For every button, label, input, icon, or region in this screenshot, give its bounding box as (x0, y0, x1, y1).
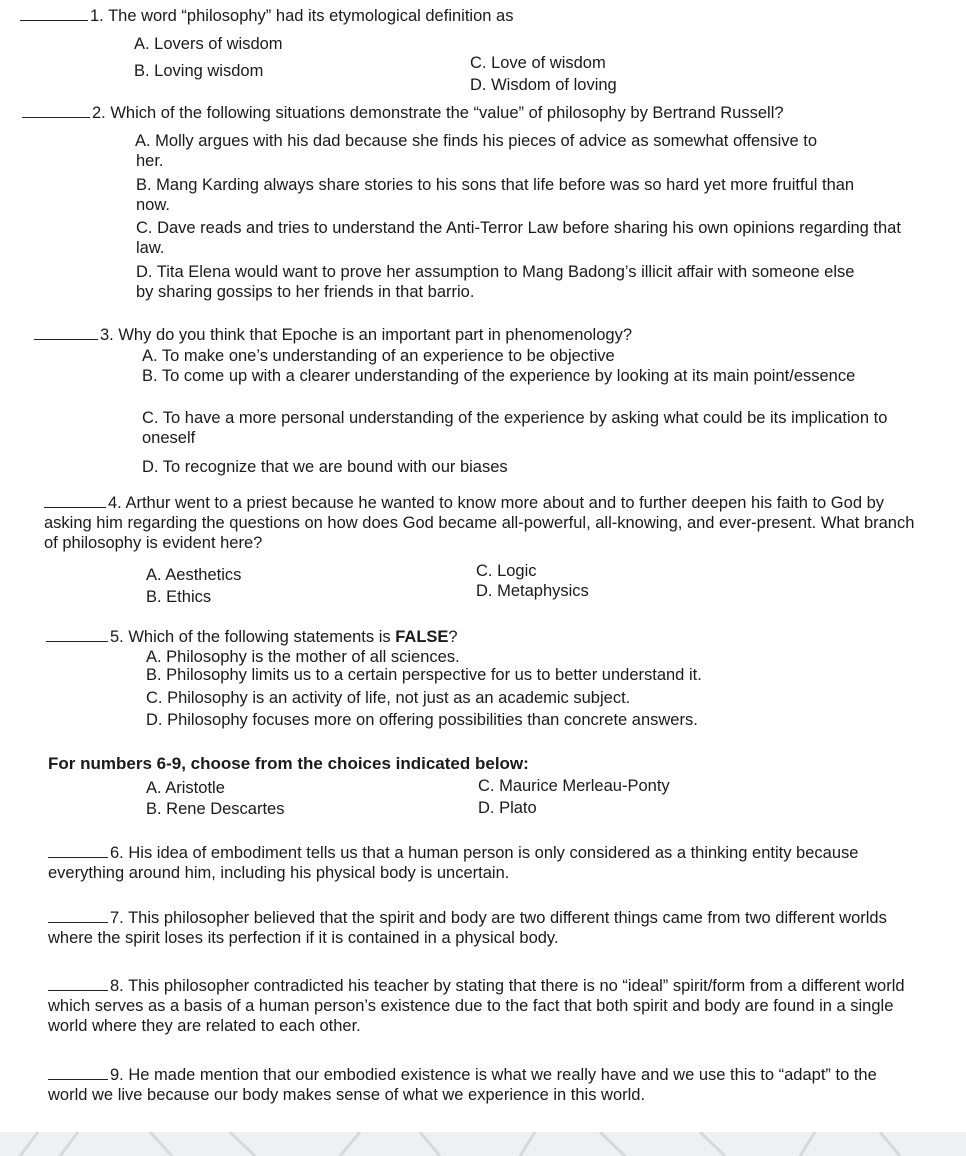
decorative-lines (0, 1132, 966, 1156)
option-1b: B. Loving wisdom (134, 62, 264, 80)
question-number: 5. (110, 628, 124, 646)
answer-blank-2[interactable] (22, 105, 90, 118)
option-3b: B. To come up with a clearer understanding of the experience by looking at its main point/essence (142, 367, 856, 385)
answer-blank-4[interactable] (44, 495, 106, 508)
question-stem: This philosopher contradicted his teacher by stating that there is no “ideal” spirit/form from a different world which serves as a basis of a human person’s existence due to the fact that both spirit and body are found in a single world where they are related to each other. (48, 977, 905, 1035)
question-stem: Why do you think that Epoche is an important part in phenomenology? (118, 326, 633, 344)
option-4d: D. Metaphysics (476, 582, 589, 600)
option-5a: A. Philosophy is the mother of all sciences. (146, 648, 460, 666)
question-number: 1. (90, 7, 104, 25)
question-7 (48, 908, 908, 948)
question-2 (22, 103, 922, 123)
option-5c: C. Philosophy is an activity of life, not just as an academic subject. (146, 689, 631, 707)
question-number: 3. (100, 326, 114, 344)
option-2c: C. Dave reads and tries to understand the Anti-Terror Law before sharing his own opinions regarding that law. (136, 219, 901, 257)
question-6 (48, 843, 908, 883)
question-9 (48, 1065, 908, 1105)
question-8 (48, 976, 918, 1036)
choice-d: D. Plato (478, 799, 537, 817)
question-number: 4. (108, 494, 122, 512)
answer-blank-8[interactable] (48, 978, 108, 991)
question-number: 7. (110, 909, 124, 927)
answer-blank-9[interactable] (48, 1067, 108, 1080)
question-stem-end: ? (448, 628, 458, 646)
option-3d: D. To recognize that we are bound with our biases (142, 458, 508, 476)
question-stem: Arthur went to a priest because he wanted to know more about and to further deepen his faith to God by asking him regarding the questions on how does God became all-powerful, all-knowing, and ever-present. What branch of philosophy is evident here? (44, 494, 915, 552)
option-5b: B. Philosophy limits us to a certain perspective for us to better understand it. (146, 666, 702, 684)
background-strip (0, 1132, 966, 1156)
question-3 (34, 325, 754, 345)
question-1 (20, 6, 640, 26)
question-stem: Which of the following situations demonstrate the “value” of philosophy by Bertrand Russell? (110, 104, 784, 122)
question-stem: He made mention that our embodied existence is what we really have and we use this to “adapt” to the world we live because our body makes sense of what we experience in this world. (48, 1066, 877, 1104)
answer-blank-5[interactable] (46, 629, 108, 642)
option-1c: C. Love of wisdom (470, 54, 606, 72)
question-stem: This philosopher believed that the spirit and body are two different things came from two different worlds where the spirit loses its perfection if it is contained in a physical body. (48, 909, 887, 947)
option-5d: D. Philosophy focuses more on offering possibilities than concrete answers. (146, 711, 698, 729)
option-2d: D. Tita Elena would want to prove her assumption to Mang Badong’s illicit affair with someone else by sharing gossips to her friends in that barrio. (136, 263, 855, 301)
question-number: 8. (110, 977, 124, 995)
option-1d: D. Wisdom of loving (470, 76, 617, 94)
question-stem: Which of the following statements is (128, 628, 396, 646)
question-number: 2. (92, 104, 106, 122)
question-4 (44, 493, 924, 553)
answer-blank-3[interactable] (34, 327, 98, 340)
question-number: 6. (110, 844, 124, 862)
choice-c: C. Maurice Merleau-Ponty (478, 777, 670, 795)
question-stem: His idea of embodiment tells us that a human person is only considered as a thinking entity because everything around him, including his physical body is uncertain. (48, 844, 859, 882)
option-3c: C. To have a more personal understanding of the experience by asking what could be its implication to oneself (142, 409, 888, 447)
option-4b: B. Ethics (146, 588, 212, 606)
option-2b: B. Mang Karding always share stories to his sons that life before was so hard yet more fruitful than now. (136, 176, 855, 214)
question-number: 9. (110, 1066, 124, 1084)
option-4a: A. Aesthetics (146, 566, 242, 584)
answer-blank-7[interactable] (48, 910, 108, 923)
question-stem: The word “philosophy” had its etymological definition as (108, 7, 514, 25)
option-3a: A. To make one’s understanding of an experience to be objective (142, 347, 615, 365)
option-4c: C. Logic (476, 562, 537, 580)
emphasis-false: FALSE (395, 628, 449, 646)
section-heading: For numbers 6-9, choose from the choices indicated below: (48, 754, 529, 773)
option-2a: A. Molly argues with his dad because she finds his pieces of advice as somewhat offensive to her. (135, 132, 818, 170)
answer-blank-1[interactable] (20, 8, 88, 21)
choice-b: B. Rene Descartes (146, 800, 285, 818)
choice-a: A. Aristotle (146, 779, 225, 797)
option-1a: A. Lovers of wisdom (134, 35, 283, 53)
answer-blank-6[interactable] (48, 845, 108, 858)
question-5 (46, 627, 746, 647)
